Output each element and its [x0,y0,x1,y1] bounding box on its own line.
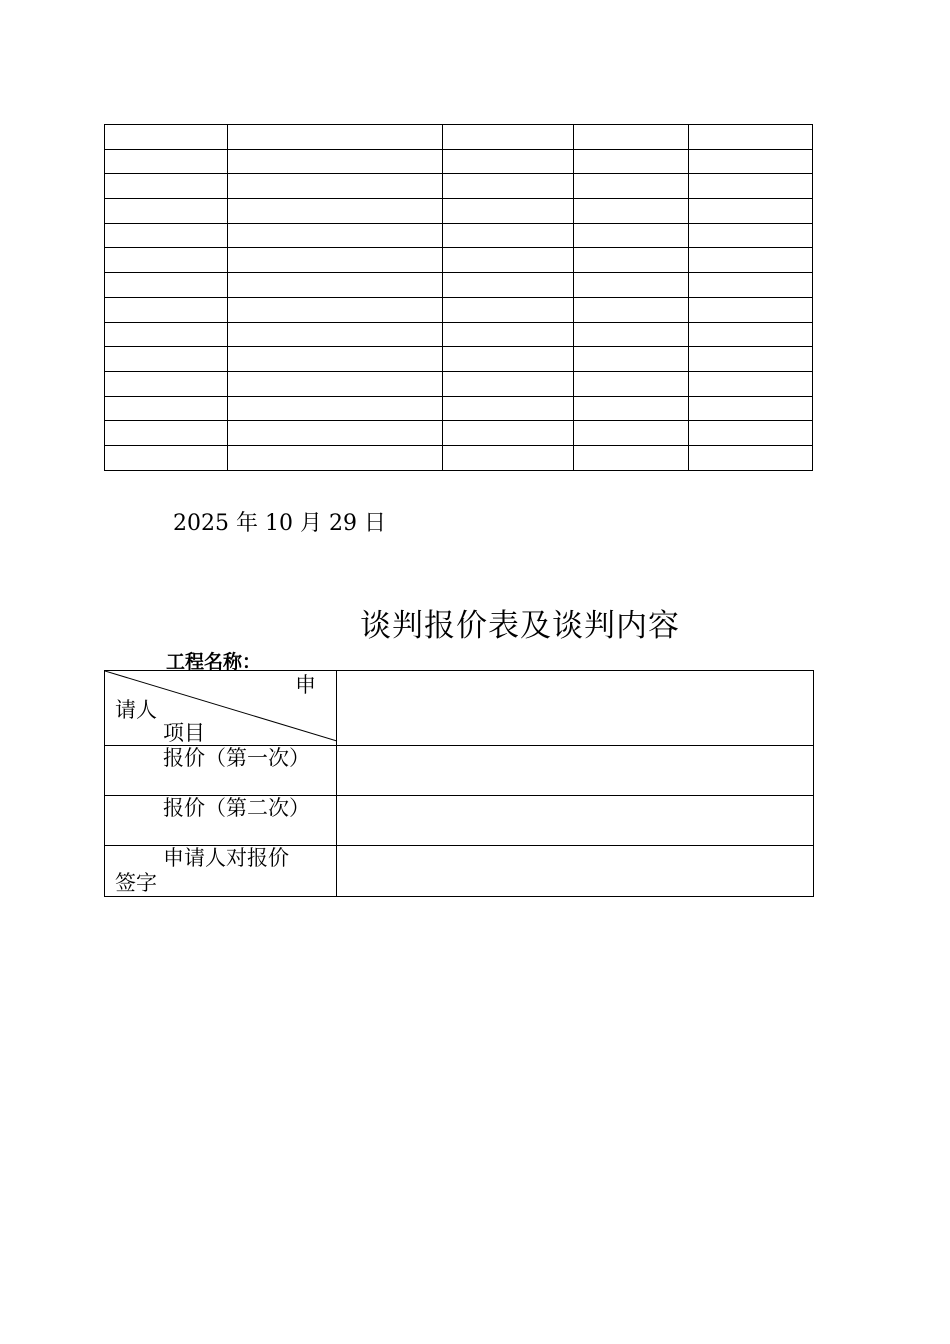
table-cell[interactable] [574,273,689,298]
table-row [105,223,813,248]
table-cell[interactable] [574,445,689,470]
table-cell[interactable] [105,248,228,273]
table-cell[interactable] [443,199,574,224]
table-cell[interactable] [105,347,228,372]
table-cell[interactable] [689,445,813,470]
signature-value-cell[interactable] [337,846,814,897]
table-row [105,149,813,174]
table-cell[interactable] [228,223,443,248]
date-line: 2025 年 10 月 29 日 [173,511,386,536]
table-row [105,347,813,372]
table-cell[interactable] [689,322,813,347]
table-cell[interactable] [228,347,443,372]
row-label-cell [105,796,337,846]
table-cell[interactable] [689,421,813,446]
quote-first-value-cell[interactable] [337,746,814,796]
table-cell[interactable] [574,297,689,322]
applicant-value-cell[interactable] [337,671,814,746]
table-cell[interactable] [105,322,228,347]
table-row [105,174,813,199]
table-cell[interactable] [228,371,443,396]
table-cell[interactable] [105,445,228,470]
table-cell[interactable] [105,371,228,396]
table-cell[interactable] [689,174,813,199]
table-cell[interactable] [574,421,689,446]
form-row [105,746,814,796]
form-row [105,846,814,897]
header-applicant-part2: 请人 [115,698,157,722]
table-row [105,199,813,224]
table-cell[interactable] [574,125,689,150]
table-cell[interactable] [574,174,689,199]
table-cell[interactable] [574,248,689,273]
table-cell[interactable] [574,347,689,372]
table-cell[interactable] [105,199,228,224]
table-cell[interactable] [443,273,574,298]
table-row [105,371,813,396]
quotation-form-table [104,670,814,897]
table-row [105,322,813,347]
table-row [105,396,813,421]
table-cell[interactable] [228,273,443,298]
row-label-cell [105,846,337,897]
table-cell[interactable] [689,273,813,298]
table-cell[interactable] [574,322,689,347]
table-cell[interactable] [443,322,574,347]
table-cell[interactable] [228,297,443,322]
quote-first-label: 报价（第一次） [163,746,310,770]
signature-label: 申请人对报价签字 [115,846,289,895]
table-cell[interactable] [443,371,574,396]
table-cell[interactable] [443,297,574,322]
table-cell[interactable] [443,248,574,273]
table-cell[interactable] [689,248,813,273]
table-row [105,273,813,298]
table-cell[interactable] [574,371,689,396]
table-row [105,248,813,273]
table-cell[interactable] [105,125,228,150]
table-cell[interactable] [105,421,228,446]
table-row [105,421,813,446]
document-title: 谈判报价表及谈判内容 [360,608,680,644]
table-cell[interactable] [228,149,443,174]
table-cell[interactable] [228,322,443,347]
form-header-row [105,671,814,746]
table-cell[interactable] [689,297,813,322]
table-cell[interactable] [443,223,574,248]
table-row [105,297,813,322]
table-cell[interactable] [574,396,689,421]
table-cell[interactable] [105,149,228,174]
table-cell[interactable] [443,149,574,174]
header-item: 项目 [163,721,205,745]
blank-grid-table [104,124,813,471]
table-cell[interactable] [228,248,443,273]
table-cell[interactable] [689,149,813,174]
table-cell[interactable] [443,125,574,150]
header-applicant-part1: 申 [295,673,316,697]
table-cell[interactable] [228,174,443,199]
table-cell[interactable] [574,199,689,224]
table-cell[interactable] [105,223,228,248]
table-cell[interactable] [689,199,813,224]
diagonal-header-cell [105,671,337,746]
table-row [105,445,813,470]
table-cell[interactable] [574,223,689,248]
table-cell[interactable] [689,347,813,372]
table-cell[interactable] [443,445,574,470]
quote-second-label: 报价（第二次） [163,796,310,820]
table-cell[interactable] [228,421,443,446]
row-label-cell [105,746,337,796]
table-cell[interactable] [228,445,443,470]
table-row [105,125,813,150]
table-cell[interactable] [443,174,574,199]
table-cell[interactable] [228,396,443,421]
table-cell[interactable] [443,347,574,372]
table-cell[interactable] [105,297,228,322]
table-cell[interactable] [105,174,228,199]
quote-second-value-cell[interactable] [337,796,814,846]
table-cell[interactable] [689,125,813,150]
table-cell[interactable] [689,371,813,396]
table-cell[interactable] [105,273,228,298]
table-cell[interactable] [105,396,228,421]
table-cell[interactable] [689,223,813,248]
form-row [105,796,814,846]
table-cell[interactable] [689,396,813,421]
table-cell[interactable] [228,125,443,150]
table-cell[interactable] [574,149,689,174]
table-cell[interactable] [443,421,574,446]
table-cell[interactable] [228,199,443,224]
project-name-label: 工程名称： [166,651,262,673]
table-cell[interactable] [443,396,574,421]
